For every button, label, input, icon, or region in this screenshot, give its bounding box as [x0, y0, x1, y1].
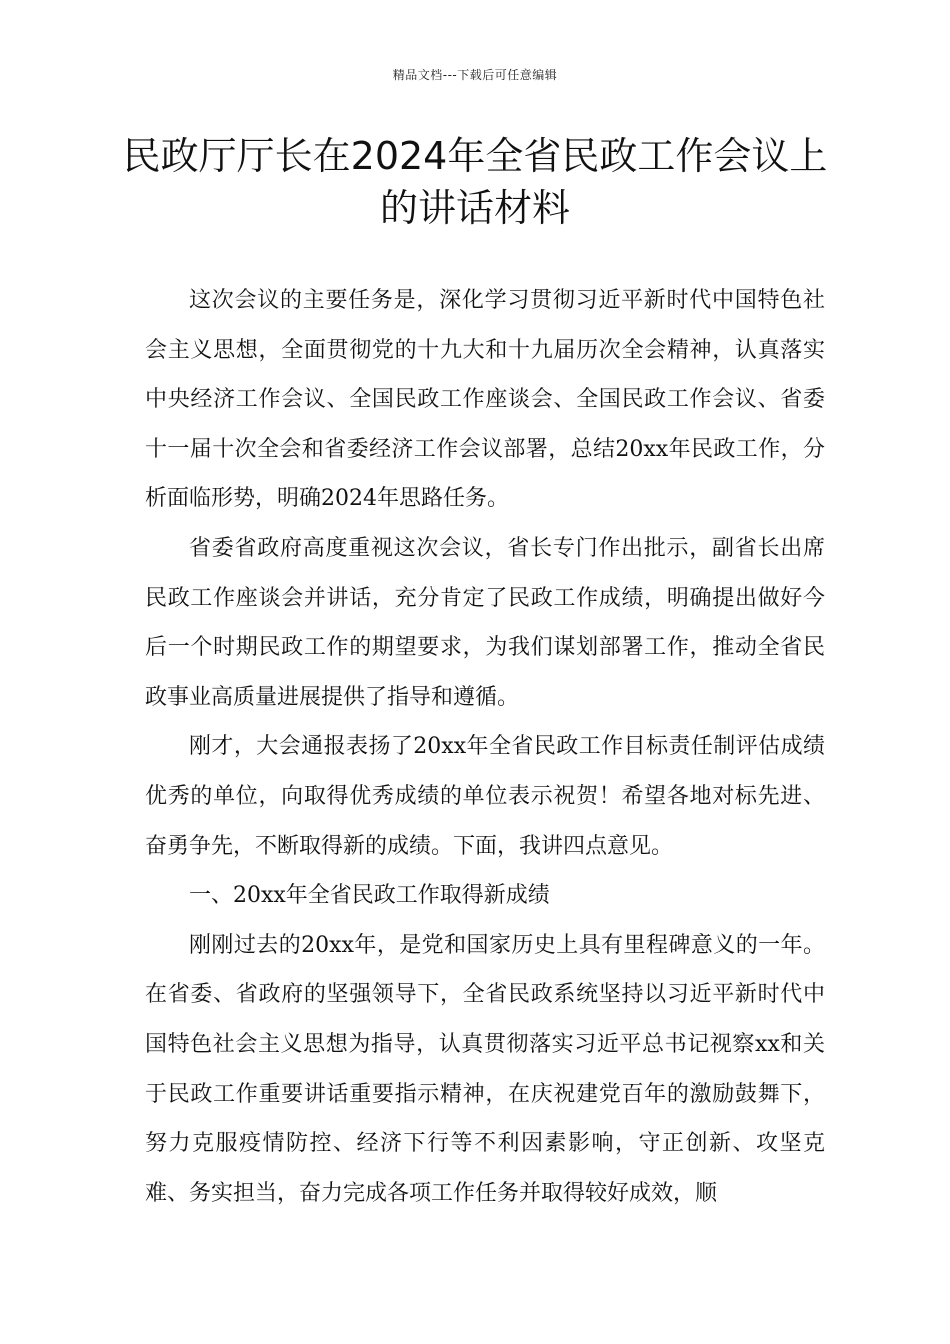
- document-body: [145, 276, 825, 1218]
- paragraph: 这次会议的主要任务是，深化学习贯彻习近平新时代中国特色社会主义思想，全面贯彻党的十九大和十九届历次全会精神，认真落实中央经济工作会议、全国民政工作座谈会、全国民政工作会议、省委十一届十次全会和省委经济工作会议部署，总结20xx年民政工作，分析面临形势，明确2024年思路任务。: [145, 288, 825, 512]
- paragraph: 刚才，大会通报表扬了20xx年全省民政工作目标责任制评估成绩优秀的单位，向取得优秀成绩的单位表示祝贺！希望各地对标先进、奋勇争先，不断取得新的成绩。下面，我讲四点意见。: [145, 734, 825, 859]
- document-title: 民政厅厅长在2024年全省民政工作会议上的讲话材料: [122, 134, 828, 230]
- paragraph: 省委省政府高度重视这次会议，省长专门作出批示，副省长出席民政工作座谈会并讲话，充分肯定了民政工作成绩，明确提出做好今后一个时期民政工作的期望要求，为我们谋划部署工作，推动全省民政事业高质量进展提供了指导和遵循。: [145, 535, 825, 710]
- header-note: 精品文档---下载后可任意编辑: [392, 68, 558, 82]
- section-heading: 一、20xx年全省民政工作取得新成绩: [189, 883, 550, 909]
- paragraph: 刚刚过去的20xx年，是党和国家历史上具有里程碑意义的一年。在省委、省政府的坚强领导下，全省民政系统坚持以习近平新时代中国特色社会主义思想为指导，认真贯彻落实习近平总书记视察xx和关于民政工作重要讲话重要指示精神，在庆祝建党百年的激励鼓舞下，努力克服疫情防控、经济下行等不利因素影响，守正创新、攻坚克难、务实担当，奋力完成各项工作任务并取得较好成效，顺: [145, 932, 825, 1206]
